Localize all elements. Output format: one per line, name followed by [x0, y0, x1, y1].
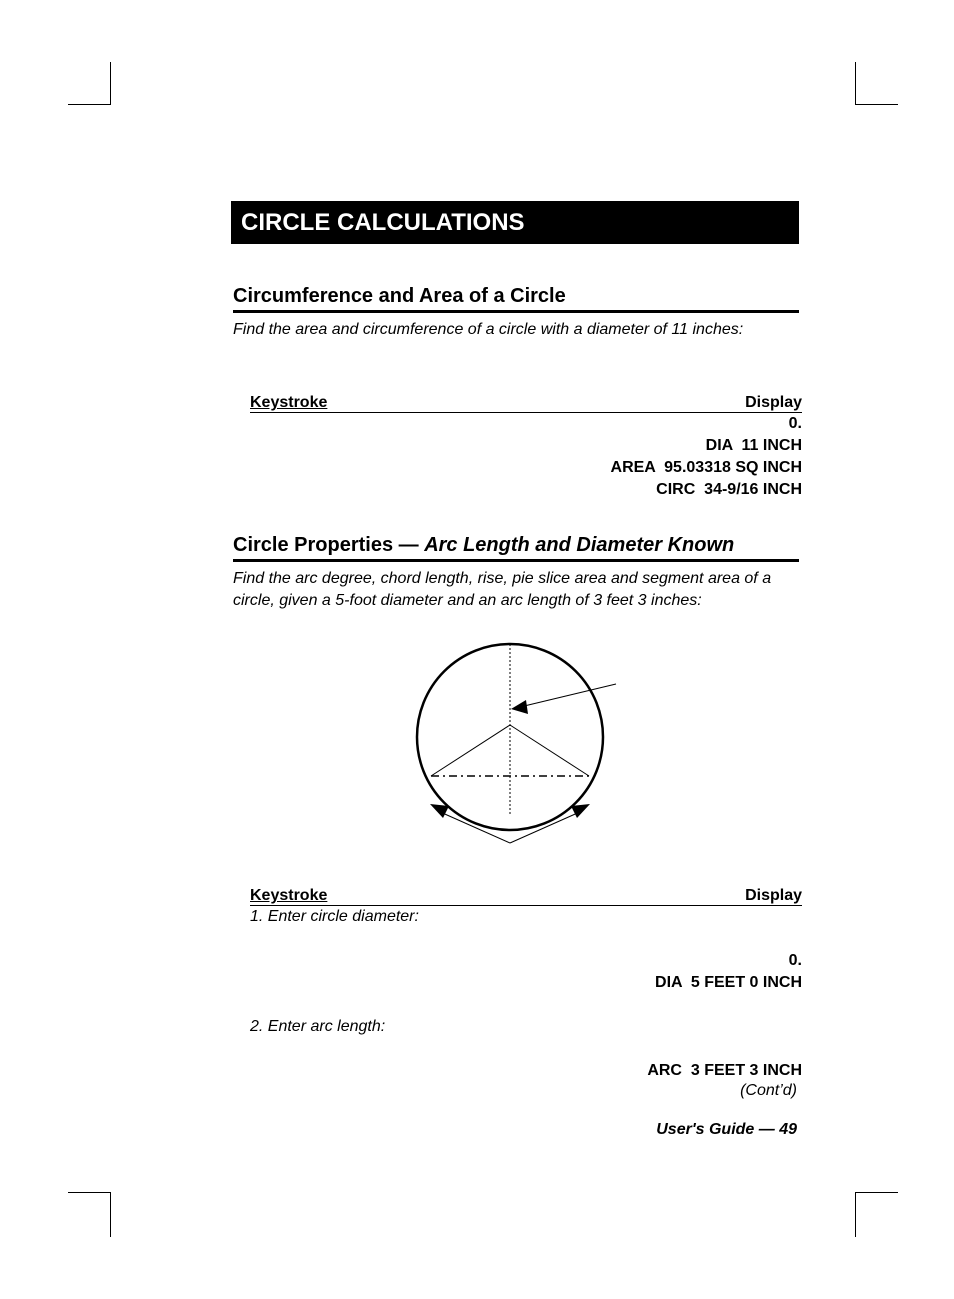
heading-italic: Arc Length and Diameter Known [424, 534, 735, 556]
display-value: DIA 5 FEET 0 INCH [655, 974, 802, 991]
crop-mark-top-left-v [110, 62, 111, 105]
keystroke-display-header [250, 886, 802, 906]
display-value: AREA 95.03318 SQ INCH [610, 459, 802, 476]
section-intro-circle-properties: Find the arc degree, chord length, rise, pie slice area and segment area of a circle, given a 5-foot diameter and an arc length of 3 feet 3 inches: [233, 570, 772, 609]
display-value: 0. [788, 952, 802, 969]
section-heading-circumference: Circumference and Area of a Circle [233, 284, 799, 313]
keystroke-label: Keystroke [250, 887, 328, 904]
continued-note: (Cont’d) [740, 1082, 797, 1099]
heading-plain: Circle Properties — [233, 534, 425, 556]
display-value: ARC 3 FEET 3 INCH [647, 1062, 802, 1079]
crop-mark-bottom-right-h [855, 1192, 898, 1193]
section-heading-circle-properties [233, 533, 799, 562]
crop-mark-bottom-left-h [68, 1192, 111, 1193]
display-value: 0. [788, 415, 802, 432]
crop-mark-bottom-left-v [110, 1192, 111, 1237]
display-label: Display [745, 887, 802, 904]
step-2: 2. Enter arc length: [250, 1018, 386, 1035]
crop-mark-bottom-right-v [855, 1192, 856, 1237]
step-1: 1. Enter circle diameter: [250, 908, 419, 925]
section-intro-circumference: Find the area and circumference of a circle with a diameter of 11 inches: [233, 321, 744, 338]
page-title: CIRCLE CALCULATIONS [231, 201, 799, 244]
keystroke-display-header [250, 393, 802, 413]
circle-diagram [405, 636, 625, 851]
crop-mark-top-left-h [68, 104, 111, 105]
crop-mark-top-right-h [855, 104, 898, 105]
display-label: Display [745, 394, 802, 411]
page-footer: User's Guide — 49 [656, 1121, 797, 1138]
display-value: CIRC 34-9/16 INCH [656, 481, 802, 498]
keystroke-label: Keystroke [250, 394, 328, 411]
display-value: DIA 11 INCH [705, 437, 802, 454]
crop-mark-top-right-v [855, 62, 856, 105]
